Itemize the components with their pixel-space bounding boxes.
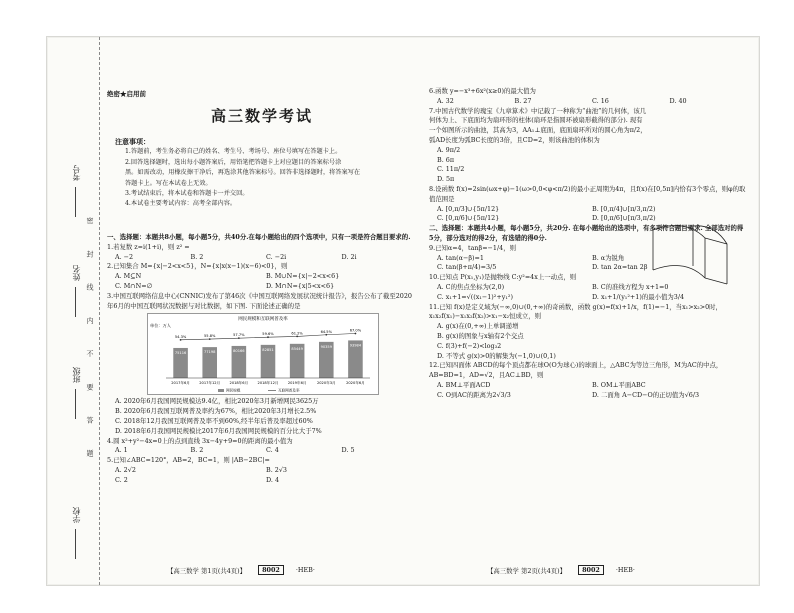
chart-title: 网民规模和互联网普及率 [238,317,288,323]
legend-label-line: 互联网普及率 [278,388,300,393]
question-10-options [429,293,747,303]
question-1: 1.若复数 z=i(1+i)，则 z² = [107,242,190,251]
option: D. [0,π/6]∪[π/3,π/2) [592,214,656,223]
notice-heading: 注意事项： [115,137,150,146]
option: A. 2020年6月我国网民规模达9.4亿，相比2020年3月新增网民3625万 [115,397,319,406]
exam-code: 8002 [578,565,604,575]
option: B. OM⊥平面ABC [592,380,646,389]
option: D. 4 [266,475,280,484]
notice-block [115,137,415,210]
question-8: 8.设函数 f(x)=2sin(ωx+φ)−1(ω>0,0<φ<π/2)的最小正周期为4π，且f(x)在[0,5π]内恰有3个零点，则φ的取值范围是 [429,184,746,203]
option: A. 9π/2 [437,145,461,154]
x-tick-label: 2017年12月 [199,381,221,386]
option: A. 1 [115,446,128,455]
notice-item: 答题卡上。写在本试卷上无效。 [125,179,212,187]
notice-item: 4.本试卷主要考试内容：高考全部内容。 [125,200,237,208]
question-7: 7.中国古代数学的瑰宝《九章算术》中记载了一种称为“曲池”的几何体，该几何体为上、下底面均为扇环形的柱体(扇环是指圆环被扇形截得的部分). 现有一个如图所示的曲池，其高为3，AA₁⊥底面，底面扇环所对的圆心角为π/2，弧AD长度为弧BC长度的3倍，且CD=2，则该曲池的体积为 [429,106,647,144]
heb-mark: ·HEB· [295,566,315,574]
question-12-options [429,381,747,391]
question-2: 2.已知集合 M={x|−2<x<5}，N={x|x(x−1)(x−6)<0}，则 [107,262,288,271]
rate-point [355,333,357,335]
rate-point [267,337,269,339]
rate-label: 57.7% [233,333,245,338]
binding-line [75,389,76,419]
legend-label-bars: 网民规模 [226,388,241,393]
notice-item: 2.回答选择题时，选出每小题答案后，用铅笔把答题卡上对应题目的答案标号涂 [125,158,342,166]
notice-item: 1.答题前，考生务必将自己的姓名、考生号、考场号、座位号填写在答题卡上。 [125,148,342,156]
figure-lines [653,226,727,285]
rate-label: 61.2% [291,331,303,336]
page-title: 高三数学考试 [210,107,313,125]
option: A. tan(α−β)=1 [437,253,484,262]
option: B. M∪N={x|−2<x<6} [266,272,340,281]
rate-label: 64.5% [320,330,332,335]
bar-value-label: 75116 [174,351,187,356]
option: B. 2√3 [266,465,287,474]
rate-point [325,334,327,336]
binding-label-exam-number: 考号 [72,165,81,181]
exam-code: 8002 [258,565,284,575]
rate-point [209,339,211,341]
option: C. tan(β+π/4)=3/5 [437,263,497,272]
section-heading: 一、选择题：本题共8小题，每小题5分，共40分.在每小题给出的四个选项中，只有一项是符合题目要求的. [107,233,411,241]
option: A. 2√2 [115,465,136,474]
question-8-options [429,205,747,215]
x-tick-label: 2017年6月 [171,381,190,386]
option: C. M∩N=∅ [115,281,153,290]
option: A. C的焦点坐标为(2,0) [437,282,505,291]
notice-item: 3.考试结束后，将本试卷和答题卡一并交回。 [125,190,249,198]
notice-item: 黑。如需改动，用橡皮擦干净后，再选涂其他答案标号。回答非选择题时，将答案写在 [125,169,361,177]
x-tick-label: 2018年12月 [257,381,279,386]
option: D. 不等式 g(x)>0的解集为(−1,0)∪(0,1) [437,351,556,360]
option: C. 2 [115,475,128,484]
rate-label: 55.8% [204,334,216,339]
option: B. 2 [190,252,204,261]
confidential-mark: 绝密★启用前 [107,90,146,98]
option: B. α为锐角 [592,253,625,262]
option: D. 2i [341,252,357,261]
option: D. 2018年6月我国网民规模比2017年6月我国网民规模的百分比大于7% [115,426,322,435]
rate-label: 67.0% [349,328,362,333]
option: B. 2020年6月我国互联网普及率约为67%，相比2020年3月增长2.5% [115,407,317,416]
option: B. 6π [437,155,455,164]
question-4-options [107,446,417,456]
right-footer [487,565,635,575]
x-tick-label: 2018年6月 [229,381,249,386]
rate-label: 54.3% [174,335,187,340]
rate-point [180,339,182,341]
question-9: 9.已知α=4，tanβ=−1/4，则 [429,243,516,252]
question-12-options [429,391,747,401]
bar-value-label: 90359 [320,345,333,350]
option: D. 二面角 A−CD−O的正切值为√6/3 [592,390,700,399]
question-12: 12.已知四面体 ABCD的每个顶点都在球O(O为球心)的球面上，△ABC为等边三角形，M为AC的中点，AB=BD=1，AD=√2，且AC⊥BD，则 [429,361,723,380]
question-3-options [107,397,417,436]
option: A. M⊆N [115,272,142,281]
option: C. [0,π/6]∪{5π/12} [437,214,500,223]
option: A. 32 [437,96,454,105]
seal-line-text: 密 封 线 内 不 要 答 题 [86,217,94,469]
bar-value-label: 82851 [262,348,274,353]
option: C. 4 [266,446,279,455]
bar-value-label: 77198 [203,350,216,355]
question-4: 4.圆 x²+y²−4x=0上的点到直线 3x−4y+9=0的距离的最小值为 [107,436,293,445]
option: B. g(x)的图象与x轴有2个交点 [437,331,524,340]
question-5-options [107,466,417,476]
question-11: 11.已知 f(x)是定义域为(−∞,0)∪(0,+∞)的奇函数，函数 g(x)=f(x)+1/x，f(1)=−1，当x₁>x₂>0时，x₁x₂f(x₁)−x₁x₂f(x₂)>x₁−x₂恒成立，则 [429,302,722,321]
legend-swatch-bars [218,389,224,392]
option: A. BM⊥平面ACD [437,380,491,389]
option: A. [0,π/3]∪{5π/12} [437,204,500,213]
exam-sheet [46,36,760,586]
question-5-options [107,476,417,486]
option: A. g(x)在(0,+∞)上单调递增 [437,322,519,331]
heb-mark: ·HEB· [615,566,635,574]
question-2-options [107,282,417,292]
option: C. x₁+1=√((x₁−1)²+y₁²) [437,292,513,301]
question-5: 5.已知∠ABC=120°，AB=2，BC=1，则 |AB−2BC|= [107,456,270,465]
question-6-options [429,97,747,107]
question-3: 3.中国互联网络信息中心(CNNIC)发布了第46次《中国互联网络发展状况统计报告》，报告公布了截至2020年6月的中国互联网状况数据与对比数据，如下图. 下面论述正确的是 [107,291,412,310]
curved-pool-figure [645,220,737,290]
question-10: 10.已知点 P(x₁,y₁)是抛物线 C:y²=4x上一动点，则 [429,273,577,282]
question-6: 6.函数 y=−x³+6x²(x≥0)的最大值为 [429,87,536,95]
binding-strip [47,37,100,585]
option: C. f(3)+f(−2)<log₃2 [437,341,502,350]
x-tick-label: 2019年6月 [287,381,307,386]
binding-line [75,187,76,217]
option: B. [0,π/4]∪[π/3,π/2) [592,204,656,213]
x-tick-label: 2020年6月 [346,381,365,386]
left-column [107,233,417,486]
chart-ylabel: 单位：万人 [150,323,171,329]
chart-svg [148,314,378,394]
section-heading: 二、选择题：本题共4小题，每小题5分，共20分. 在每小题给出的选项中，有多项符合题目要求. 全部选对的得5分，部分选对的得2分，有选错的得0分. [429,224,744,242]
option: C. −2i [266,252,287,261]
option: D. 5π [437,175,455,184]
option: C. 2018年12月我国互联网普及率不到60%,经半年后普及率超过60% [115,416,313,425]
binding-line [75,287,76,317]
bar-value-label: 93984 [349,343,362,348]
question-7-options [429,146,747,185]
option: D. M∩N={x|5<x<6} [266,281,335,290]
bar-value-label: 85449 [291,347,303,352]
option: C. 16 [592,96,609,105]
binding-label-class: 班级 [72,367,81,383]
left-footer [167,565,315,575]
question-1-options [107,253,417,263]
option: B. C的准线方程为 x+1=0 [592,282,669,291]
x-tick-label: 2020年3月 [316,381,336,386]
binding-label-school: 学校 [72,507,81,523]
page-label: 【高三数学 第1页(共4页)】 [167,566,247,575]
option: B. 2 [190,446,204,455]
option: C. O到AC的距离为2√3/3 [437,390,511,399]
bar-value-label: 80166 [233,349,245,354]
rate-label: 59.6% [262,332,274,337]
option: B. 27 [514,96,532,105]
question-2-options [107,272,417,282]
binding-label-name: 姓名 [72,265,81,281]
option: D. 40 [669,96,687,105]
option: D. tan 2α=tan 2β [592,263,648,272]
option: C. 11π/2 [437,165,465,174]
rate-point [238,338,240,340]
page-label: 【高三数学 第2页(共4页)】 [487,566,567,575]
question-11-options [429,322,747,361]
option: D. 5 [341,446,355,455]
option: A. −2 [115,252,134,261]
internet-chart [147,313,379,395]
rate-point [296,336,298,338]
binding-line [75,529,76,559]
option: D. x₁+1/(y₁²+1)的最小值为3/4 [592,292,685,301]
